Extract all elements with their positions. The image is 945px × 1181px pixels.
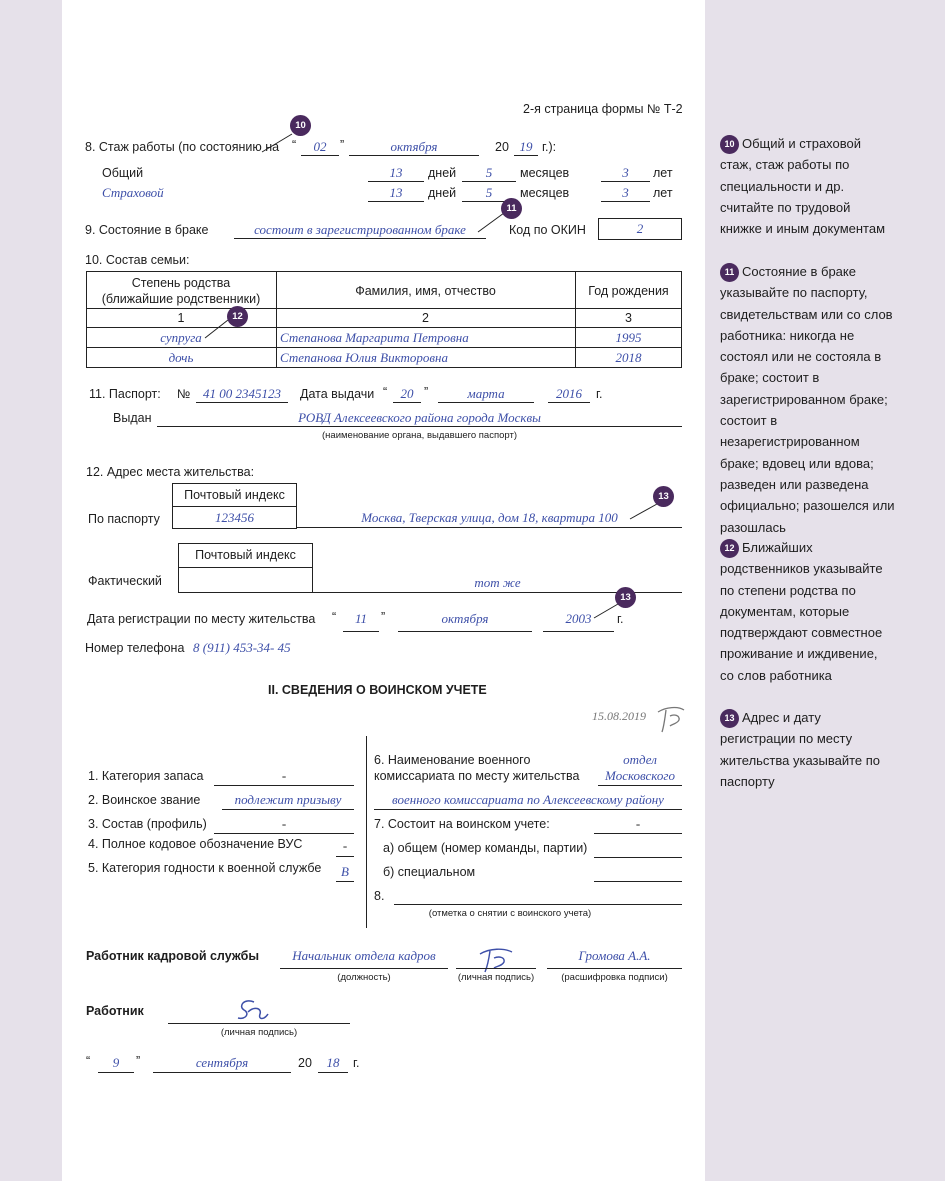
note-12: [720, 537, 895, 686]
c7-label: 7. Состоит на воинском учете:: [374, 817, 550, 831]
c1-label: 1. Категория запаса: [88, 769, 204, 783]
total-years: 3: [622, 165, 629, 180]
c6-value: Московского: [605, 768, 675, 783]
reg-year: 2003: [565, 611, 592, 626]
quote-close: ”: [424, 385, 429, 399]
year-g: г.: [617, 612, 624, 626]
reg-day: 11: [354, 611, 368, 626]
s11-label: 11. Паспорт:: [89, 387, 161, 401]
badge-13: 13: [615, 587, 636, 608]
months-label: месяцев: [520, 186, 570, 200]
c2-value: подлежит призыву: [234, 792, 342, 807]
c3-label: 3. Состав (профиль): [88, 817, 207, 831]
c3-value: -: [281, 816, 287, 831]
cap-position: (должность): [337, 972, 391, 983]
family-row-name: Степанова Маргарита Петровна: [280, 330, 469, 345]
total-days: 13: [389, 165, 403, 180]
quote-open: “: [332, 610, 337, 624]
quote-close: ”: [381, 610, 386, 624]
marital-status: состоит в зарегистрированном браке: [254, 222, 466, 237]
note-text: Состояние в браке указывайте по паспорту, свидетельствам или со слов работника: никогда не состоял или не состояла в браке; состоит в зарегистрированном браке; состоит в незарегистрированном браке; вдовец или вдова; разведен или разведена официально; разошелся или разошлась: [720, 264, 895, 535]
note-number: 12: [720, 539, 739, 558]
note-text: Ближайших родственников указывайте по степени родства по документам, которые подтверждают совместное проживание и иждивение, со слов работника: [720, 540, 883, 683]
badge-11: 11: [501, 198, 522, 219]
issued-by: РОВД Алексеевского района города Москвы: [298, 410, 541, 425]
okin-label: Код по ОКИН: [509, 223, 586, 237]
military-title: II. СВЕДЕНИЯ О ВОИНСКОМ УЧЕТЕ: [268, 683, 487, 697]
s9-label: 9. Состояние в браке: [85, 223, 209, 237]
family-row-year: 1995: [615, 330, 642, 345]
total-label: Общий: [102, 166, 144, 180]
emp-day: 9: [112, 1055, 120, 1070]
days-label: дней: [428, 186, 457, 200]
ins-months: 5: [485, 185, 493, 200]
c7-value: -: [635, 816, 641, 831]
note-number: 13: [720, 709, 739, 728]
issued-by-caption: (наименование органа, выдавшего паспорт): [322, 430, 517, 441]
hr-name: Громова А.А.: [578, 948, 651, 963]
reg-date-label: Дата регистрации по месту жительства: [87, 612, 316, 626]
note-number: 10: [720, 135, 739, 154]
year-prefix: 20: [495, 140, 509, 154]
s8-year: 19: [519, 139, 533, 154]
emp-month: сентября: [195, 1055, 249, 1070]
postal-value: 123456: [215, 510, 254, 525]
postal-label: Почтовый индекс: [195, 548, 296, 562]
s8-day: 02: [313, 139, 327, 154]
form-page-label: 2-я страница формы № Т-2: [523, 102, 683, 116]
okin-value: 2: [636, 221, 644, 236]
quote-open: “: [292, 138, 297, 152]
c7a-label: а) общем (номер команды, партии): [383, 841, 588, 855]
total-months: 5: [485, 165, 493, 180]
stamp-date: 15.08.2019: [592, 709, 646, 723]
family-row-name: Степанова Юлия Викторовна: [280, 350, 448, 365]
c2-label: 2. Воинское звание: [88, 793, 201, 807]
cap-signature: (личная подпись): [457, 972, 535, 983]
ins-years: 3: [622, 185, 629, 200]
insurance-label: Страховой: [102, 185, 164, 200]
postal-label: Почтовый индекс: [184, 488, 285, 502]
c6-label: 6. Наименование военного: [374, 753, 531, 767]
years-label: лет: [653, 166, 673, 180]
actual-address: тот же: [474, 575, 521, 590]
quote-open: “: [383, 385, 388, 399]
phone-label: Номер телефона: [85, 641, 185, 655]
cap-decode: (расшифровка подписи): [561, 972, 668, 983]
family-row-year: 2018: [615, 350, 642, 365]
c6-label-sub: комиссариата по месту жительства: [374, 769, 580, 783]
note-number: 11: [720, 263, 739, 282]
ins-days: 13: [389, 185, 403, 200]
s10-label: 10. Состав семьи:: [85, 253, 190, 267]
quote-close: ”: [340, 138, 345, 152]
col-year-header: Год рождения: [588, 284, 669, 298]
year-prefix: 20: [298, 1056, 312, 1070]
actual-label: Фактический: [88, 574, 162, 588]
family-row-relation: дочь: [168, 350, 194, 365]
issue-day: 20: [400, 386, 414, 401]
badge-13: 13: [653, 486, 674, 507]
issue-year: 2016: [556, 386, 582, 401]
hr-position: Начальник отдела кадров: [292, 948, 436, 963]
quote-close: ”: [136, 1054, 141, 1068]
reg-month: октября: [441, 611, 489, 626]
passport-no-label: №: [177, 387, 191, 401]
phone: 8 (911) 453-34- 45: [193, 640, 291, 655]
c1-value: -: [281, 768, 287, 783]
family-row-relation: супруга: [160, 330, 202, 345]
badge-10: 10: [290, 115, 311, 136]
year-g: г.: [596, 387, 603, 401]
col-number: 3: [625, 311, 632, 325]
issued-by-label: Выдан: [113, 411, 152, 425]
c5-value: В: [341, 864, 349, 879]
s8-label: 8. Стаж работы (по состоянию на: [85, 140, 280, 154]
note-10: [720, 133, 895, 239]
address: Москва, Тверская улица, дом 18, квартира 100: [361, 510, 618, 525]
badge-12: 12: [227, 306, 248, 327]
year-suffix: г.):: [542, 140, 557, 154]
c6-value: военного комиссариата по Алексеевскому району: [392, 792, 664, 807]
note-11: [720, 261, 895, 538]
col-name-header: Фамилия, имя, отчество: [355, 284, 496, 298]
employee-label: Работник: [86, 1004, 144, 1018]
issue-month: марта: [467, 386, 505, 401]
col-relation-header: Степень родства: [131, 276, 231, 290]
passport-number: 41 00 2345123: [203, 386, 281, 401]
note-13: [720, 707, 895, 792]
months-label: месяцев: [520, 166, 570, 180]
hr-label: Работник кадровой службы: [86, 949, 260, 963]
note-text: Общий и страховой стаж, стаж работы по специальности и др. считайте по трудовой книжке и иным документам: [720, 136, 886, 237]
col-number: 1: [177, 311, 185, 325]
s12-label: 12. Адрес места жительства:: [86, 465, 255, 479]
emp-year: 18: [326, 1055, 340, 1070]
col-relation-header-sub: (ближайшие родственники): [101, 292, 261, 306]
c7b-label: б) специальном: [383, 865, 476, 879]
cap-emp-signature: (личная подпись): [220, 1027, 298, 1038]
quote-open: “: [86, 1054, 91, 1068]
c8-caption: (отметка о снятии с воинского учета): [428, 908, 592, 919]
c5-label: 5. Категория годности к военной службе: [88, 861, 322, 875]
c4-value: -: [342, 838, 348, 853]
days-label: дней: [428, 166, 457, 180]
year-g: г.: [353, 1056, 360, 1070]
years-label: лет: [653, 186, 673, 200]
col-number: 2: [422, 311, 429, 325]
c8-label: 8.: [374, 889, 385, 903]
c6-value: отдел: [623, 752, 657, 767]
c4-label: 4. Полное кодовое обозначение ВУС: [88, 837, 303, 851]
s8-month: октября: [390, 139, 438, 154]
issue-date-label: Дата выдачи: [300, 387, 375, 401]
note-text: Адрес и дату регистрации по месту жительства указывайте по паспорту: [720, 710, 881, 789]
by-passport-label: По паспорту: [88, 512, 160, 526]
